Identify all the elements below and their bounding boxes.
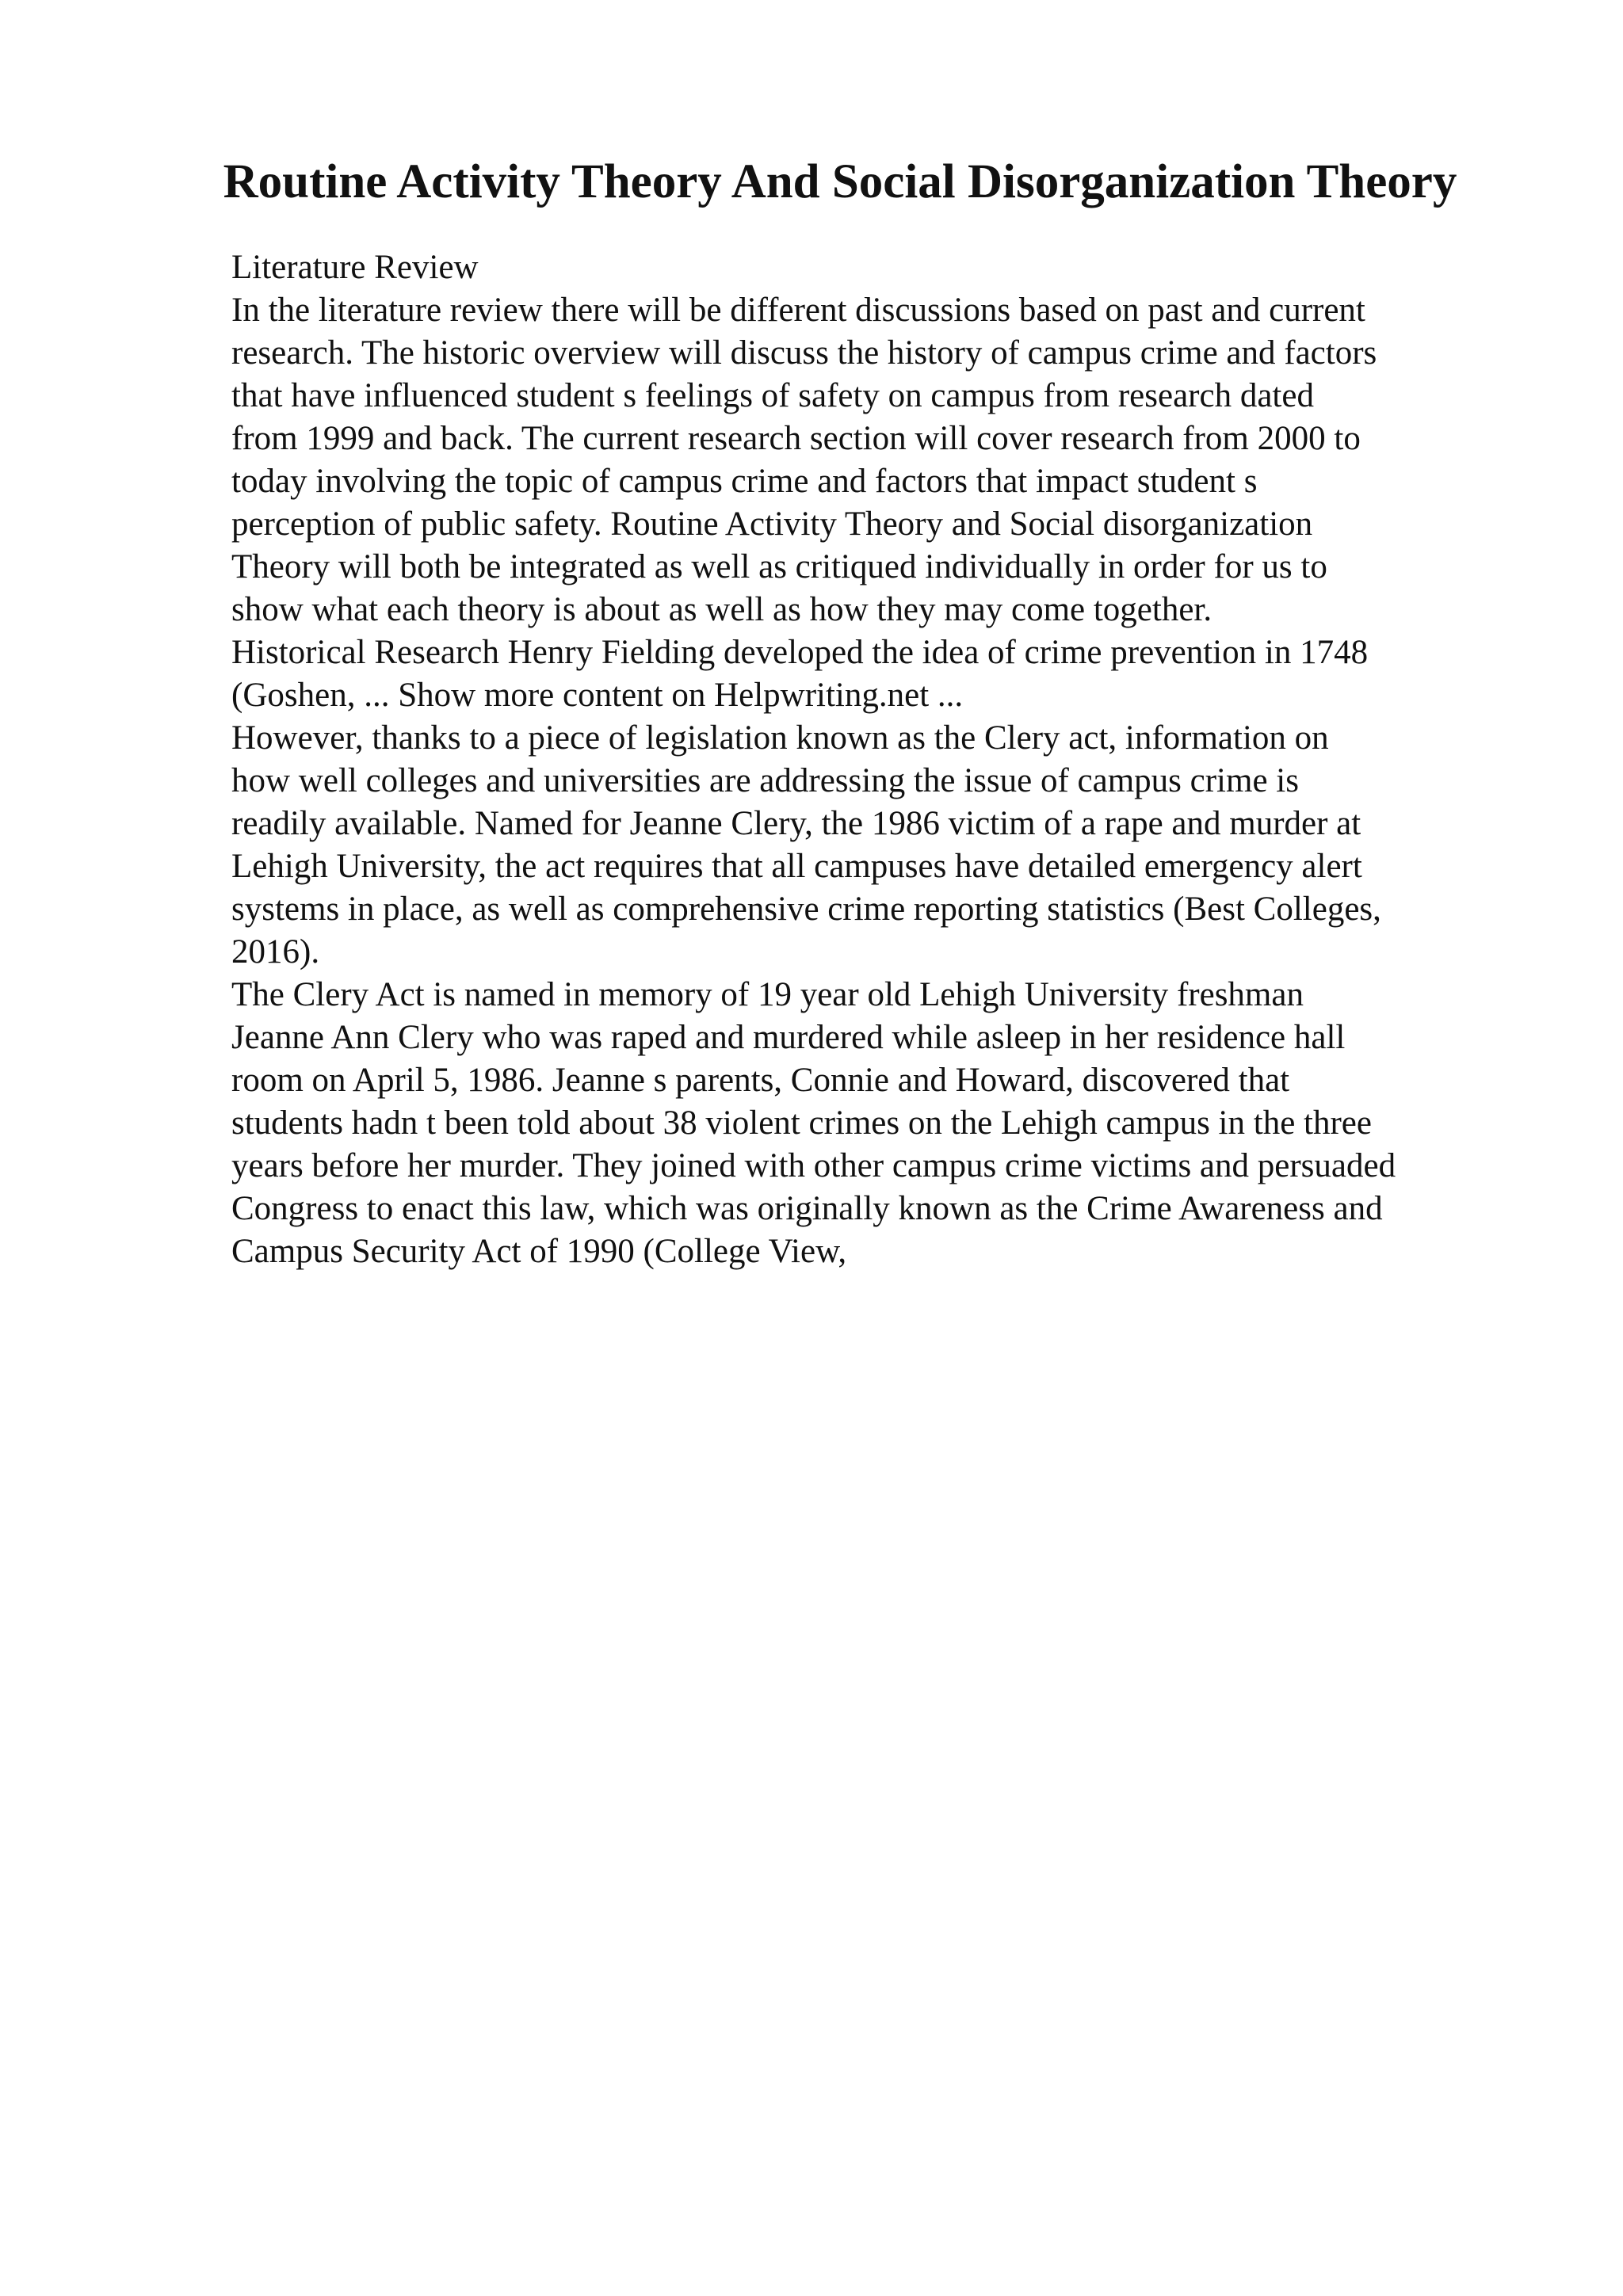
body-line: years before her murder. They joined with other campus crime victims and persuaded (231, 1147, 1396, 1184)
body-line: In the literature review there will be different discussions based on past and current (231, 292, 1365, 329)
body-line: Historical Research Henry Fielding developed the idea of crime prevention in 1748 (231, 634, 1369, 671)
body-line: today involving the topic of campus crime and factors that impact student s (231, 463, 1258, 500)
body-line: that have influenced student s feelings of safety on campus from research dated (231, 377, 1314, 414)
body-line: However, thanks to a piece of legislation known as the Clery act, information on (231, 719, 1329, 757)
body-line: Congress to enact this law, which was originally known as the Crime Awareness and (231, 1190, 1383, 1227)
body-line: Campus Security Act of 1990 (College View, (231, 1233, 847, 1270)
body-line: how well colleges and universities are addressing the issue of campus crime is (231, 762, 1299, 799)
body-line: research. The historic overview will discuss the history of campus crime and factors (231, 334, 1377, 372)
body-line: perception of public safety. Routine Activity Theory and Social disorganization (231, 505, 1313, 543)
document-body (231, 246, 1579, 1273)
body-line: show what each theory is about as well as how they may come together. (231, 591, 1212, 628)
body-line: 2016). (231, 933, 320, 971)
body-line: (Goshen, ... Show more content on Helpwriting.net ... (231, 677, 964, 714)
body-line: students hadn t been told about 38 violent crimes on the Lehigh campus in the three (231, 1104, 1372, 1142)
body-line: from 1999 and back. The current research section will cover research from 2000 to (231, 420, 1361, 457)
body-line: Theory will both be integrated as well as critiqued individually in order for us to (231, 548, 1327, 585)
body-line: readily available. Named for Jeanne Clery, the 1986 victim of a rape and murder at (231, 805, 1361, 842)
document-title: Routine Activity Theory And Social Disorganization Theory (223, 155, 1457, 208)
body-line: room on April 5, 1986. Jeanne s parents, Connie and Howard, discovered that (231, 1062, 1290, 1099)
body-line: Lehigh University, the act requires that all campuses have detailed emergency alert (231, 848, 1362, 885)
body-line: Jeanne Ann Clery who was raped and murdered while asleep in her residence hall (231, 1019, 1346, 1056)
body-line-section-heading: Literature Review (231, 249, 479, 286)
body-line: systems in place, as well as comprehensive crime reporting statistics (Best Colleges, (231, 891, 1381, 928)
body-line: The Clery Act is named in memory of 19 year old Lehigh University freshman (231, 976, 1304, 1013)
